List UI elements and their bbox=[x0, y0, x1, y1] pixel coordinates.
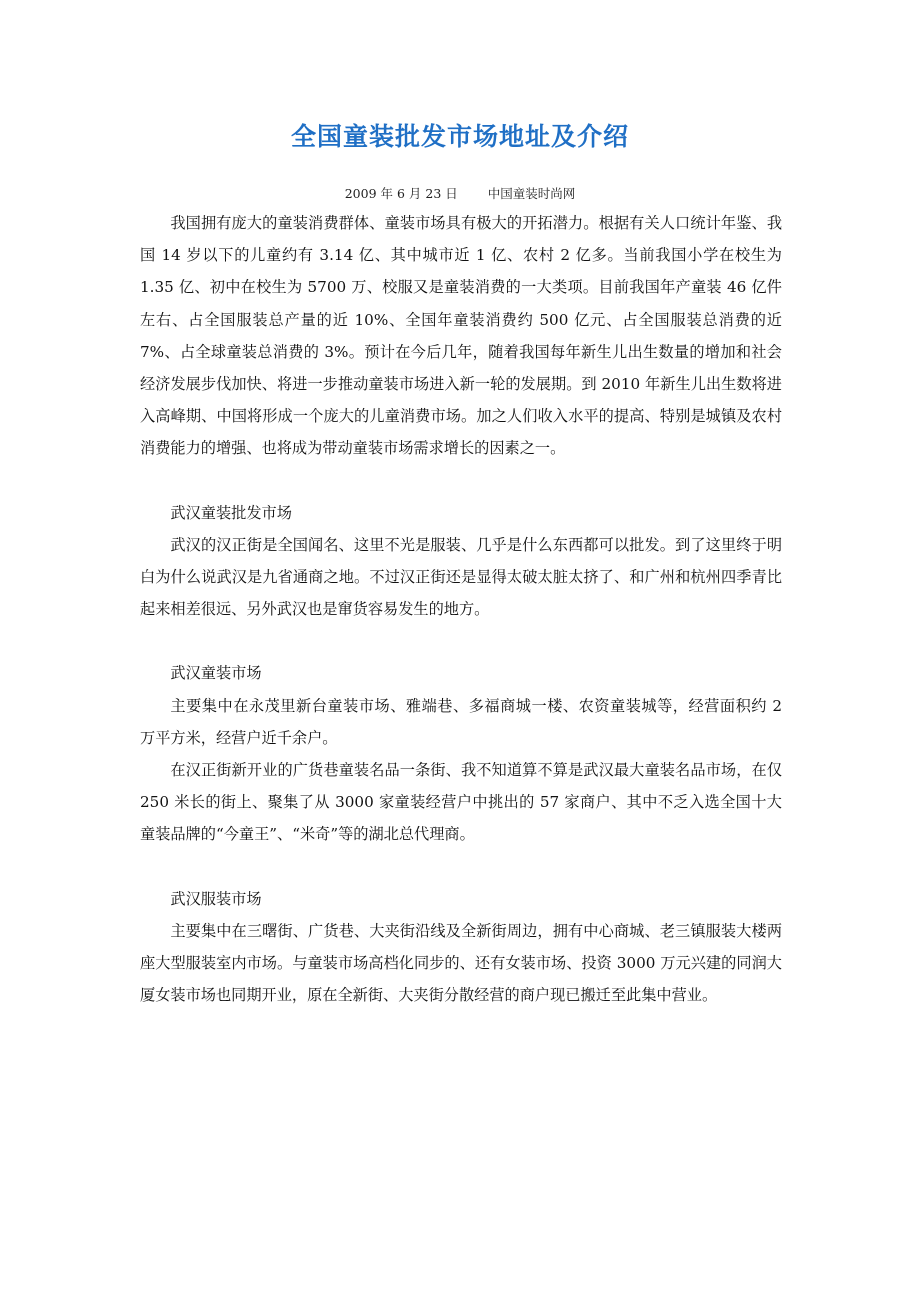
section-paragraph: 主要集中在三曙街、广货巷、大夹街沿线及全新街周边，拥有中心商城、老三镇服装大楼两座大型服装室内市场。与童装市场高档化同步的、还有女装市场、投资 3000 万元兴建的同润大厦女装市场也同期开业，原在全新街、大夹街分散经营的商户现已搬迁至此集中营业。 bbox=[140, 921, 782, 1005]
source-name: 中国童装时尚网 bbox=[487, 186, 576, 201]
document-title: 全国童装批发市场地址及介绍 bbox=[290, 122, 629, 151]
intro-paragraph: 我国拥有庞大的童装消费群体、童装市场具有极大的开拓潜力。根据有关人口统计年鉴、我国 14 岁以下的儿童约有 3.14 亿、其中城市近 1 亿、农村 2 亿多。当前我国小学在校生为 1.35 亿、初中在校生为 5700 万、校服又是童装消费的一大类项。目前我国年产童装 46 亿件左右、占全国服装总产量的近 10%、全国年童装消费约 500 亿元、占全国服装总消费的近 7%、占全球童装总消费的 3%。预计在今后几年，随着我国每年新生儿出生数量的增加和社会经济发展步伐加快、将进一步推动童装市场进入新一轮的发展期。到 2010 年新生儿出生数将进入高峰期、中国将形成一个庞大的儿童消费市场。加之人们收入水平的提高、特别是城镇及农村消费能力的增强、也将成为带动童装市场需求增长的因素之一。 bbox=[140, 214, 782, 458]
section-heading: 武汉服装市场 bbox=[170, 889, 262, 908]
section-paragraph: 武汉的汉正街是全国闻名、这里不光是服装、几乎是什么东西都可以批发。到了这里终于明白为什么说武汉是九省通商之地。不过汉正街还是显得太破太脏太挤了、和广州和杭州四季青比起来相差很远、另外武汉也是窜货容易发生的地方。 bbox=[140, 535, 782, 619]
publish-date: 2009 年 6 月 23 日 bbox=[344, 186, 458, 201]
document-body bbox=[140, 207, 782, 1011]
section-heading: 武汉童装批发市场 bbox=[170, 503, 292, 522]
document-meta bbox=[0, 184, 920, 202]
section-paragraph: 在汉正街新开业的广货巷童装名品一条街、我不知道算不算是武汉最大童装名品市场，在仅 250 米长的街上、聚集了从 3000 家童装经营户中挑出的 57 家商户、其中不乏入选全国十大童装品牌的“今童王”、“米奇”等的湖北总代理商。 bbox=[140, 761, 782, 844]
section-heading: 武汉童装市场 bbox=[170, 664, 262, 683]
section-paragraph: 主要集中在永茂里新台童装市场、雅端巷、多福商城一楼、农资童装城等，经营面积约 2 万平方米，经营户近千余户。 bbox=[140, 696, 782, 747]
